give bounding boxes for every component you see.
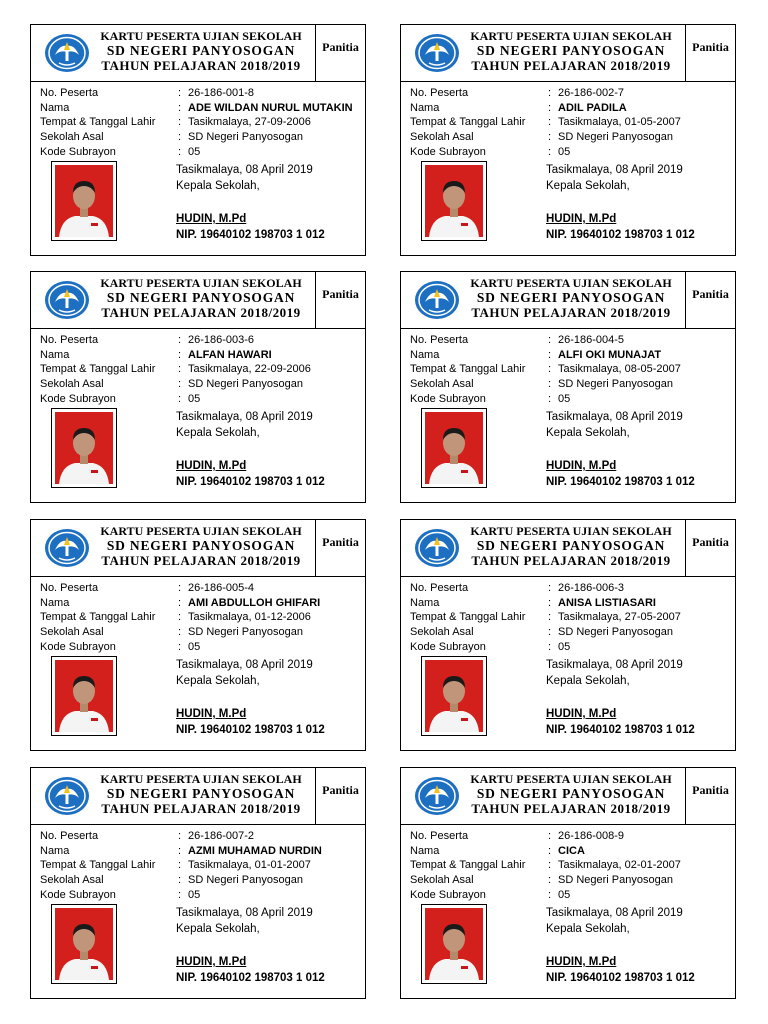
student-photo-frame bbox=[421, 161, 487, 241]
signature-space bbox=[176, 937, 325, 955]
kode-subrayon-value: 05 bbox=[188, 145, 201, 158]
card-title: KARTU PESERTA UJIAN SEKOLAH bbox=[470, 772, 672, 786]
card-title: KARTU PESERTA UJIAN SEKOLAH bbox=[100, 772, 302, 786]
field-label: Sekolah Asal bbox=[40, 874, 104, 887]
place-date: Tasikmalaya, 08 April 2019 bbox=[546, 907, 683, 919]
field-label: Kode Subrayon bbox=[40, 888, 116, 901]
student-photo bbox=[425, 412, 483, 484]
school-name: SD NEGERI PANYOSOGAN bbox=[476, 290, 666, 305]
field-label: No. Peserta bbox=[410, 582, 469, 594]
kode-subrayon-value: 05 bbox=[558, 640, 571, 653]
kode-subrayon-value: 05 bbox=[188, 888, 201, 901]
field-colon: : bbox=[178, 131, 182, 144]
field-colon: : bbox=[178, 859, 182, 872]
tut-wuri-handayani-logo-icon bbox=[414, 280, 460, 320]
school-year: TAHUN PELAJARAN 2018/2019 bbox=[471, 553, 671, 568]
sekolah-asal-value: SD Negeri Panyosogan bbox=[188, 874, 303, 887]
no-peserta-value: 26-186-001-8 bbox=[188, 87, 255, 99]
signature-block bbox=[546, 163, 695, 243]
nama-value: ALFAN HAWARI bbox=[188, 348, 272, 361]
kode-subrayon-value: 05 bbox=[558, 392, 571, 405]
panitia-box: Panitia bbox=[685, 768, 735, 824]
student-photo bbox=[425, 660, 483, 732]
field-colon: : bbox=[548, 334, 552, 346]
signer-role: Kepala Sekolah, bbox=[546, 179, 630, 192]
signer-nip: NIP. 19640102 198703 1 012 bbox=[176, 971, 325, 984]
field-label: Nama bbox=[40, 596, 70, 609]
place-date: Tasikmalaya, 08 April 2019 bbox=[546, 411, 683, 423]
field-colon: : bbox=[178, 363, 182, 376]
field-label: Tempat & Tanggal Lahir bbox=[40, 611, 156, 624]
field-label: No. Peserta bbox=[40, 830, 99, 842]
signature-space bbox=[546, 441, 695, 459]
exam-card-2 bbox=[400, 24, 736, 256]
card-header bbox=[31, 520, 365, 577]
student-photo-frame bbox=[421, 904, 487, 984]
no-peserta-value: 26-186-005-4 bbox=[188, 582, 255, 594]
signer-role: Kepala Sekolah, bbox=[176, 179, 260, 192]
field-colon: : bbox=[178, 874, 182, 887]
field-label: Nama bbox=[40, 101, 70, 114]
exam-card-6 bbox=[400, 519, 736, 751]
sekolah-asal-value: SD Negeri Panyosogan bbox=[558, 874, 673, 887]
field-colon: : bbox=[548, 611, 552, 624]
card-header bbox=[31, 768, 365, 825]
tut-wuri-handayani-logo-icon bbox=[44, 280, 90, 320]
no-peserta-value: 26-186-003-6 bbox=[188, 334, 255, 346]
card-title: KARTU PESERTA UJIAN SEKOLAH bbox=[100, 276, 302, 290]
field-label: No. Peserta bbox=[40, 87, 99, 99]
field-colon: : bbox=[178, 640, 182, 653]
signer-nip: NIP. 19640102 198703 1 012 bbox=[176, 475, 325, 488]
signer-role: Kepala Sekolah, bbox=[546, 426, 630, 439]
signer-name: HUDIN, M.Pd bbox=[176, 956, 247, 968]
field-label: Sekolah Asal bbox=[410, 874, 474, 887]
card-title: KARTU PESERTA UJIAN SEKOLAH bbox=[100, 524, 302, 538]
nama-value: AMI ABDULLOH GHIFARI bbox=[188, 596, 321, 609]
field-label: No. Peserta bbox=[40, 582, 99, 594]
signer-name: HUDIN, M.Pd bbox=[176, 460, 247, 472]
field-label: Sekolah Asal bbox=[410, 378, 474, 391]
place-date: Tasikmalaya, 08 April 2019 bbox=[176, 907, 313, 919]
field-label: Sekolah Asal bbox=[410, 626, 474, 639]
signature-block bbox=[546, 658, 695, 738]
ttl-value: Tasikmalaya, 02-01-2007 bbox=[558, 859, 681, 872]
school-year: TAHUN PELAJARAN 2018/2019 bbox=[471, 305, 671, 320]
student-portrait-icon bbox=[425, 165, 483, 237]
field-label: Sekolah Asal bbox=[40, 378, 104, 391]
student-photo bbox=[55, 165, 113, 237]
signature-space bbox=[176, 194, 325, 212]
field-label: Nama bbox=[40, 348, 70, 361]
signer-name: HUDIN, M.Pd bbox=[546, 708, 617, 720]
signer-name: HUDIN, M.Pd bbox=[546, 460, 617, 472]
school-name: SD NEGERI PANYOSOGAN bbox=[476, 43, 666, 58]
field-label: Tempat & Tanggal Lahir bbox=[410, 859, 526, 872]
student-photo-frame bbox=[51, 656, 117, 736]
place-date: Tasikmalaya, 08 April 2019 bbox=[176, 164, 313, 176]
student-portrait-icon bbox=[55, 165, 113, 237]
signature-block bbox=[546, 906, 695, 986]
field-colon: : bbox=[178, 348, 182, 361]
panitia-box: Panitia bbox=[685, 520, 735, 576]
student-photo-frame bbox=[421, 408, 487, 488]
tut-wuri-handayani-logo-icon bbox=[44, 528, 90, 568]
card-title: KARTU PESERTA UJIAN SEKOLAH bbox=[470, 276, 672, 290]
card-titles bbox=[85, 772, 317, 816]
field-label: Nama bbox=[40, 844, 70, 857]
student-portrait-icon bbox=[425, 660, 483, 732]
card-titles bbox=[455, 772, 687, 816]
card-titles bbox=[85, 524, 317, 568]
field-colon: : bbox=[178, 611, 182, 624]
student-photo-frame bbox=[51, 904, 117, 984]
card-header bbox=[401, 25, 735, 82]
field-colon: : bbox=[548, 582, 552, 594]
tut-wuri-handayani-logo-icon bbox=[44, 33, 90, 73]
student-photo bbox=[425, 908, 483, 980]
nama-value: CICA bbox=[558, 844, 585, 857]
card-header bbox=[401, 520, 735, 577]
student-photo-frame bbox=[51, 408, 117, 488]
signer-role: Kepala Sekolah, bbox=[546, 674, 630, 687]
sekolah-asal-value: SD Negeri Panyosogan bbox=[188, 626, 303, 639]
school-name: SD NEGERI PANYOSOGAN bbox=[476, 786, 666, 801]
exam-card-8 bbox=[400, 767, 736, 999]
no-peserta-value: 26-186-004-5 bbox=[558, 334, 625, 346]
field-colon: : bbox=[178, 844, 182, 857]
signer-role: Kepala Sekolah, bbox=[176, 922, 260, 935]
field-colon: : bbox=[178, 378, 182, 391]
signature-block bbox=[176, 410, 325, 490]
no-peserta-value: 26-186-008-9 bbox=[558, 830, 625, 842]
tut-wuri-handayani-logo-icon bbox=[414, 776, 460, 816]
field-colon: : bbox=[548, 640, 552, 653]
nama-value: AZMI MUHAMAD NURDIN bbox=[188, 844, 322, 857]
field-colon: : bbox=[178, 145, 182, 158]
signer-nip: NIP. 19640102 198703 1 012 bbox=[546, 723, 695, 736]
kode-subrayon-value: 05 bbox=[188, 640, 201, 653]
school-name: SD NEGERI PANYOSOGAN bbox=[106, 43, 296, 58]
field-colon: : bbox=[178, 87, 182, 99]
field-label: Kode Subrayon bbox=[410, 392, 486, 405]
field-colon: : bbox=[548, 859, 552, 872]
field-colon: : bbox=[178, 116, 182, 129]
student-portrait-icon bbox=[425, 412, 483, 484]
ttl-value: Tasikmalaya, 08-05-2007 bbox=[558, 363, 681, 376]
field-colon: : bbox=[548, 363, 552, 376]
school-year: TAHUN PELAJARAN 2018/2019 bbox=[471, 801, 671, 816]
kode-subrayon-value: 05 bbox=[188, 392, 201, 405]
field-colon: : bbox=[548, 888, 552, 901]
field-colon: : bbox=[178, 392, 182, 405]
field-label: Kode Subrayon bbox=[40, 392, 116, 405]
exam-card-5 bbox=[30, 519, 366, 751]
card-titles bbox=[455, 524, 687, 568]
place-date: Tasikmalaya, 08 April 2019 bbox=[176, 411, 313, 423]
signer-role: Kepala Sekolah, bbox=[176, 426, 260, 439]
field-label: Sekolah Asal bbox=[40, 131, 104, 144]
field-colon: : bbox=[178, 334, 182, 346]
panitia-box: Panitia bbox=[685, 25, 735, 81]
field-label: Tempat & Tanggal Lahir bbox=[40, 859, 156, 872]
kode-subrayon-value: 05 bbox=[558, 145, 571, 158]
field-label: Tempat & Tanggal Lahir bbox=[40, 363, 156, 376]
field-label: No. Peserta bbox=[410, 334, 469, 346]
ttl-value: Tasikmalaya, 01-01-2007 bbox=[188, 859, 311, 872]
exam-card-1 bbox=[30, 24, 366, 256]
no-peserta-value: 26-186-007-2 bbox=[188, 830, 255, 842]
sekolah-asal-value: SD Negeri Panyosogan bbox=[188, 378, 303, 391]
field-label: Kode Subrayon bbox=[40, 640, 116, 653]
signer-name: HUDIN, M.Pd bbox=[546, 956, 617, 968]
field-label: Tempat & Tanggal Lahir bbox=[410, 363, 526, 376]
card-header bbox=[401, 272, 735, 329]
school-year: TAHUN PELAJARAN 2018/2019 bbox=[101, 58, 301, 73]
signer-role: Kepala Sekolah, bbox=[546, 922, 630, 935]
exam-card-3 bbox=[30, 271, 366, 503]
panitia-box: Panitia bbox=[315, 25, 365, 81]
school-name: SD NEGERI PANYOSOGAN bbox=[476, 538, 666, 553]
student-photo bbox=[55, 908, 113, 980]
student-portrait-icon bbox=[55, 660, 113, 732]
field-label: Sekolah Asal bbox=[410, 131, 474, 144]
signature-space bbox=[546, 689, 695, 707]
field-colon: : bbox=[548, 348, 552, 361]
card-title: KARTU PESERTA UJIAN SEKOLAH bbox=[470, 29, 672, 43]
field-label: No. Peserta bbox=[40, 334, 99, 346]
card-title: KARTU PESERTA UJIAN SEKOLAH bbox=[470, 524, 672, 538]
nama-value: ADIL PADILA bbox=[558, 101, 627, 114]
student-photo bbox=[55, 660, 113, 732]
signature-block bbox=[176, 906, 325, 986]
field-colon: : bbox=[548, 116, 552, 129]
field-label: Sekolah Asal bbox=[40, 626, 104, 639]
nama-value: ALFI OKI MUNAJAT bbox=[558, 348, 662, 361]
place-date: Tasikmalaya, 08 April 2019 bbox=[546, 659, 683, 671]
field-label: No. Peserta bbox=[410, 87, 469, 99]
tut-wuri-handayani-logo-icon bbox=[414, 33, 460, 73]
signer-nip: NIP. 19640102 198703 1 012 bbox=[176, 723, 325, 736]
card-titles bbox=[85, 29, 317, 73]
signer-nip: NIP. 19640102 198703 1 012 bbox=[546, 228, 695, 241]
field-colon: : bbox=[548, 626, 552, 639]
field-label: Tempat & Tanggal Lahir bbox=[410, 611, 526, 624]
ttl-value: Tasikmalaya, 27-09-2006 bbox=[188, 116, 311, 129]
field-colon: : bbox=[548, 145, 552, 158]
field-colon: : bbox=[548, 101, 552, 114]
field-colon: : bbox=[548, 844, 552, 857]
field-label: No. Peserta bbox=[410, 830, 469, 842]
place-date: Tasikmalaya, 08 April 2019 bbox=[546, 164, 683, 176]
signature-space bbox=[546, 194, 695, 212]
school-name: SD NEGERI PANYOSOGAN bbox=[106, 290, 296, 305]
card-titles bbox=[85, 276, 317, 320]
school-year: TAHUN PELAJARAN 2018/2019 bbox=[101, 553, 301, 568]
field-label: Nama bbox=[410, 101, 440, 114]
ttl-value: Tasikmalaya, 22-09-2006 bbox=[188, 363, 311, 376]
field-colon: : bbox=[548, 87, 552, 99]
field-colon: : bbox=[548, 378, 552, 391]
signature-space bbox=[176, 689, 325, 707]
field-colon: : bbox=[178, 830, 182, 842]
panitia-box: Panitia bbox=[315, 520, 365, 576]
signer-role: Kepala Sekolah, bbox=[176, 674, 260, 687]
ttl-value: Tasikmalaya, 01-05-2007 bbox=[558, 116, 681, 129]
field-colon: : bbox=[548, 392, 552, 405]
student-photo-frame bbox=[51, 161, 117, 241]
card-header bbox=[31, 272, 365, 329]
field-colon: : bbox=[178, 888, 182, 901]
field-colon: : bbox=[178, 582, 182, 594]
tut-wuri-handayani-logo-icon bbox=[44, 776, 90, 816]
signature-block bbox=[546, 410, 695, 490]
panitia-box: Panitia bbox=[685, 272, 735, 328]
field-label: Nama bbox=[410, 844, 440, 857]
student-portrait-icon bbox=[425, 908, 483, 980]
field-colon: : bbox=[178, 101, 182, 114]
card-titles bbox=[455, 29, 687, 73]
field-colon: : bbox=[548, 874, 552, 887]
student-photo-frame bbox=[421, 656, 487, 736]
signature-block bbox=[176, 658, 325, 738]
sekolah-asal-value: SD Negeri Panyosogan bbox=[558, 378, 673, 391]
place-date: Tasikmalaya, 08 April 2019 bbox=[176, 659, 313, 671]
kode-subrayon-value: 05 bbox=[558, 888, 571, 901]
signer-name: HUDIN, M.Pd bbox=[176, 708, 247, 720]
school-name: SD NEGERI PANYOSOGAN bbox=[106, 538, 296, 553]
card-title: KARTU PESERTA UJIAN SEKOLAH bbox=[100, 29, 302, 43]
sekolah-asal-value: SD Negeri Panyosogan bbox=[558, 131, 673, 144]
school-name: SD NEGERI PANYOSOGAN bbox=[106, 786, 296, 801]
signer-name: HUDIN, M.Pd bbox=[546, 213, 617, 225]
exam-card-7 bbox=[30, 767, 366, 999]
school-year: TAHUN PELAJARAN 2018/2019 bbox=[101, 801, 301, 816]
panitia-box: Panitia bbox=[315, 768, 365, 824]
field-label: Tempat & Tanggal Lahir bbox=[40, 116, 156, 129]
field-label: Kode Subrayon bbox=[410, 640, 486, 653]
field-colon: : bbox=[548, 131, 552, 144]
student-portrait-icon bbox=[55, 412, 113, 484]
field-label: Nama bbox=[410, 348, 440, 361]
sekolah-asal-value: SD Negeri Panyosogan bbox=[558, 626, 673, 639]
school-year: TAHUN PELAJARAN 2018/2019 bbox=[471, 58, 671, 73]
student-portrait-icon bbox=[55, 908, 113, 980]
card-header bbox=[401, 768, 735, 825]
field-colon: : bbox=[548, 830, 552, 842]
signer-name: HUDIN, M.Pd bbox=[176, 213, 247, 225]
nama-value: ADE WILDAN NURUL MUTAKIN bbox=[188, 101, 353, 114]
field-colon: : bbox=[548, 596, 552, 609]
student-photo bbox=[425, 165, 483, 237]
sekolah-asal-value: SD Negeri Panyosogan bbox=[188, 131, 303, 144]
panitia-box: Panitia bbox=[315, 272, 365, 328]
field-label: Kode Subrayon bbox=[410, 888, 486, 901]
signer-nip: NIP. 19640102 198703 1 012 bbox=[546, 971, 695, 984]
ttl-value: Tasikmalaya, 27-05-2007 bbox=[558, 611, 681, 624]
signature-space bbox=[546, 937, 695, 955]
field-label: Nama bbox=[410, 596, 440, 609]
no-peserta-value: 26-186-006-3 bbox=[558, 582, 625, 594]
signature-block bbox=[176, 163, 325, 243]
no-peserta-value: 26-186-002-7 bbox=[558, 87, 625, 99]
student-photo bbox=[55, 412, 113, 484]
field-colon: : bbox=[178, 596, 182, 609]
card-titles bbox=[455, 276, 687, 320]
card-header bbox=[31, 25, 365, 82]
tut-wuri-handayani-logo-icon bbox=[414, 528, 460, 568]
signer-nip: NIP. 19640102 198703 1 012 bbox=[176, 228, 325, 241]
signature-space bbox=[176, 441, 325, 459]
field-label: Kode Subrayon bbox=[40, 145, 116, 158]
school-year: TAHUN PELAJARAN 2018/2019 bbox=[101, 305, 301, 320]
signer-nip: NIP. 19640102 198703 1 012 bbox=[546, 475, 695, 488]
exam-card-4 bbox=[400, 271, 736, 503]
field-colon: : bbox=[178, 626, 182, 639]
ttl-value: Tasikmalaya, 01-12-2006 bbox=[188, 611, 311, 624]
nama-value: ANISA LISTIASARI bbox=[558, 596, 656, 609]
field-label: Kode Subrayon bbox=[410, 145, 486, 158]
field-label: Tempat & Tanggal Lahir bbox=[410, 116, 526, 129]
